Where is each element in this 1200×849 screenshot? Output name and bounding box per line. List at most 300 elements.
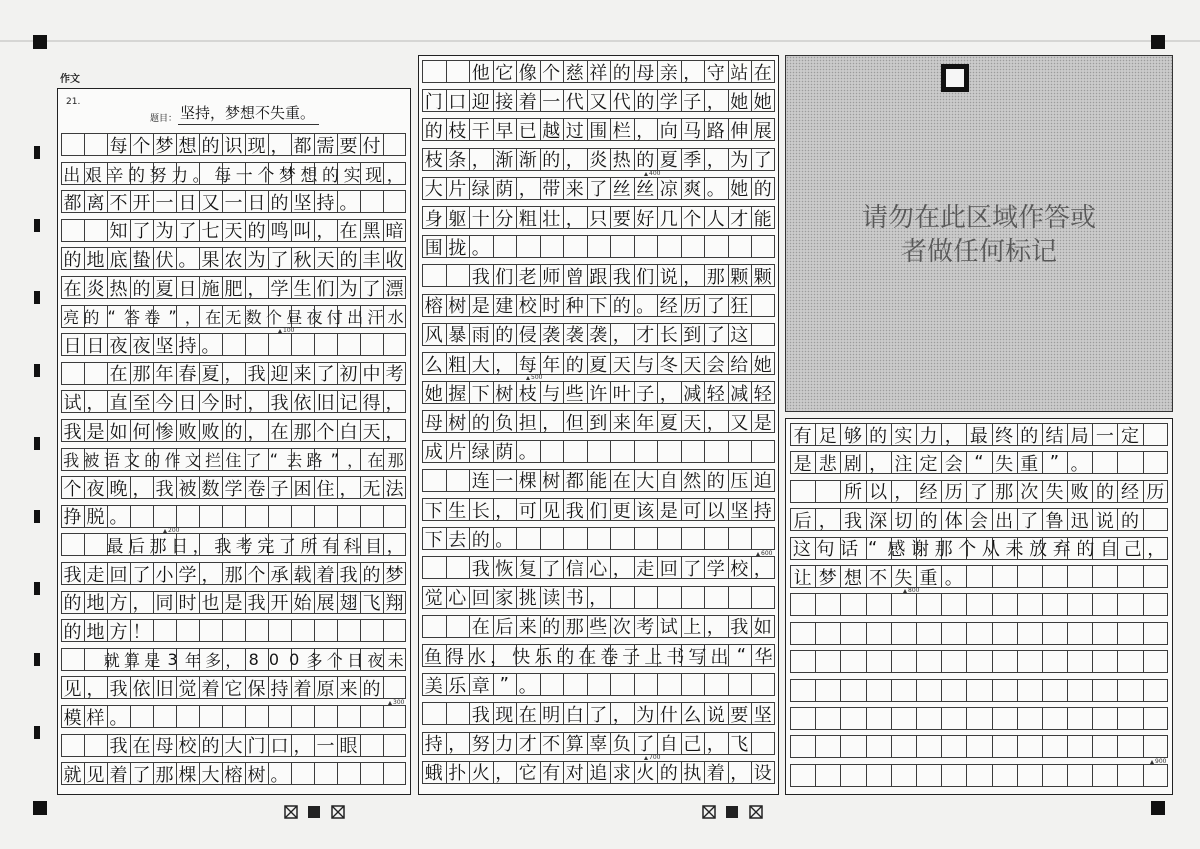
grid-char: 挑 bbox=[518, 588, 537, 610]
grid-row bbox=[61, 133, 406, 156]
grid-char: 树 bbox=[495, 383, 514, 405]
grid-cell bbox=[941, 680, 966, 701]
grid-char: 考 bbox=[385, 364, 404, 386]
triangle-marker-icon bbox=[644, 756, 648, 760]
grid-char: 次 bbox=[1020, 482, 1039, 504]
grid-char: 是 bbox=[793, 453, 812, 475]
grid-cell bbox=[941, 736, 966, 757]
grid-char: 拦 bbox=[205, 450, 222, 470]
grid-char: 减 bbox=[730, 383, 749, 405]
grid-cell bbox=[634, 236, 658, 257]
essay-line bbox=[422, 149, 775, 170]
grid-char: 轻 bbox=[753, 383, 772, 405]
grid-char: 它 bbox=[495, 62, 514, 84]
grid-char: 的 bbox=[471, 529, 490, 551]
grid-row bbox=[61, 533, 406, 556]
grid-char: 渐 bbox=[518, 150, 537, 172]
grid-cell bbox=[916, 594, 941, 615]
grid-char: 那 bbox=[224, 564, 243, 586]
grid-char: 悲 bbox=[818, 453, 837, 475]
grid-char: 乐 bbox=[534, 646, 553, 668]
grid-cell bbox=[199, 506, 222, 527]
grid-char: 写 bbox=[688, 646, 707, 668]
grid-cell bbox=[966, 623, 991, 644]
grid-char: 。 bbox=[471, 237, 490, 259]
grid-cell bbox=[610, 587, 634, 608]
grid-char: 个 bbox=[247, 564, 266, 586]
grid-cell bbox=[891, 594, 916, 615]
grid-char: 的 bbox=[1095, 482, 1114, 504]
grid-cell bbox=[245, 706, 268, 727]
grid-char: 力 bbox=[919, 425, 938, 447]
grid-cell bbox=[751, 295, 775, 316]
grid-char: 文 bbox=[123, 450, 140, 470]
grid-char: 小 bbox=[155, 564, 174, 586]
word-count-label: 900 bbox=[1155, 758, 1167, 765]
grid-char: 给 bbox=[730, 354, 749, 376]
grid-row bbox=[422, 352, 775, 375]
essay-paragraph-start-line bbox=[422, 61, 775, 82]
corner-registration-mark-top-left bbox=[33, 35, 47, 49]
grid-char: 艰 bbox=[84, 165, 102, 186]
triangle-marker-icon bbox=[163, 529, 167, 533]
grid-char: 大 bbox=[224, 736, 243, 758]
grid-char: 坚 bbox=[155, 335, 174, 357]
grid-char: ， bbox=[565, 208, 584, 230]
essay-line bbox=[422, 353, 775, 374]
grid-cell bbox=[840, 736, 865, 757]
grid-row bbox=[61, 591, 406, 614]
grid-char: 鲁 bbox=[1045, 510, 1064, 532]
grid-cell bbox=[291, 334, 314, 355]
grid-char: 接 bbox=[495, 91, 514, 113]
grid-char: 叶 bbox=[612, 383, 631, 405]
grid-char: 躯 bbox=[448, 208, 467, 230]
grid-char: 的 bbox=[201, 135, 220, 157]
grid-char: 出 bbox=[995, 510, 1014, 532]
grid-char: 。 bbox=[1070, 453, 1089, 475]
grid-char: 代 bbox=[612, 91, 631, 113]
grid-char: 些 bbox=[589, 617, 608, 639]
grid-char: 凉 bbox=[659, 179, 678, 201]
grid-char: 每 bbox=[109, 135, 128, 157]
grid-cell bbox=[1117, 708, 1142, 729]
grid-char: 信 bbox=[565, 558, 584, 580]
grid-char: 了 bbox=[270, 249, 289, 271]
essay-line bbox=[422, 528, 516, 549]
grid-char: 的 bbox=[495, 325, 514, 347]
grid-char: 8 bbox=[248, 649, 259, 669]
grid-cell bbox=[681, 587, 705, 608]
grid-char: 许 bbox=[589, 383, 608, 405]
grid-char: 暴 bbox=[448, 325, 467, 347]
grid-char: 人 bbox=[706, 208, 725, 230]
grid-char: 会 bbox=[969, 510, 988, 532]
grid-char: 目 bbox=[365, 537, 383, 558]
grid-char: 己 bbox=[683, 734, 702, 756]
grid-char: 白 bbox=[565, 704, 584, 726]
grid-char: 的 bbox=[919, 510, 938, 532]
grid-char: 脱 bbox=[86, 507, 105, 529]
grid-char: 乐 bbox=[448, 675, 467, 697]
grid-char: 着 bbox=[109, 764, 128, 786]
grid-char: 了 bbox=[362, 278, 381, 300]
grid-char: 在 bbox=[339, 221, 358, 243]
grid-cell bbox=[383, 191, 406, 212]
grid-char: 日 bbox=[347, 650, 364, 670]
grid-char: 叫 bbox=[293, 221, 312, 243]
grid-cell bbox=[1117, 765, 1142, 786]
grid-char: 在 bbox=[471, 617, 490, 639]
grid-char: 子 bbox=[622, 646, 641, 668]
grid-char: 梦 bbox=[818, 567, 837, 589]
grid-char: 代 bbox=[565, 91, 584, 113]
grid-char: 经 bbox=[659, 296, 678, 318]
grid-char: 卷 bbox=[144, 307, 161, 327]
grid-char: 我 bbox=[214, 537, 232, 558]
grid-cell bbox=[1092, 680, 1117, 701]
grid-char: 一 bbox=[316, 736, 335, 758]
grid-char: 条 bbox=[448, 150, 467, 172]
grid-char: 颗 bbox=[753, 266, 772, 288]
essay-paragraph-start-line bbox=[422, 616, 775, 637]
grid-row bbox=[61, 247, 406, 270]
grid-char: 季 bbox=[683, 150, 702, 172]
essay-line bbox=[790, 566, 966, 587]
grid-cell bbox=[1067, 623, 1092, 644]
grid-char: 口 bbox=[448, 91, 467, 113]
grid-char: 一 bbox=[495, 471, 514, 493]
grid-char: 壮 bbox=[542, 208, 561, 230]
grid-row bbox=[61, 734, 406, 757]
grid-char: ， bbox=[192, 537, 210, 558]
grid-cell bbox=[815, 708, 840, 729]
grid-char: 心 bbox=[589, 558, 608, 580]
grid-char: 。 bbox=[944, 567, 963, 589]
timing-tick bbox=[34, 726, 40, 739]
grid-char: ， bbox=[247, 278, 266, 300]
grid-cell bbox=[1143, 765, 1168, 786]
grid-char: 校 bbox=[178, 736, 197, 758]
grid-char: 。 bbox=[495, 529, 514, 551]
grid-cell bbox=[610, 441, 634, 462]
grid-cell bbox=[153, 506, 176, 527]
grid-cell bbox=[815, 594, 840, 615]
grid-cell bbox=[866, 708, 891, 729]
grid-cell bbox=[1017, 765, 1042, 786]
grid-cell bbox=[587, 236, 611, 257]
essay-line bbox=[61, 449, 406, 470]
grid-char: 汗 bbox=[367, 307, 384, 327]
grid-char: 来 bbox=[565, 179, 584, 201]
grid-char: 来 bbox=[293, 364, 312, 386]
grid-char: 那 bbox=[995, 482, 1014, 504]
grid-char: ， bbox=[495, 763, 514, 785]
grid-char: 丝 bbox=[636, 179, 655, 201]
grid-char: 考 bbox=[636, 617, 655, 639]
grid-char: 路 bbox=[706, 120, 725, 142]
grid-char: ” bbox=[330, 449, 339, 469]
grid-char: 局 bbox=[1070, 425, 1089, 447]
essay-line bbox=[61, 163, 406, 184]
grid-char: 了 bbox=[683, 558, 702, 580]
page-marker-right bbox=[702, 805, 764, 819]
grid-char: 年 bbox=[184, 650, 201, 670]
grid-char: 站 bbox=[730, 62, 749, 84]
grid-char: 片 bbox=[448, 179, 467, 201]
grid-char: 夏 bbox=[589, 354, 608, 376]
grid-row bbox=[61, 419, 406, 442]
grid-char: 们 bbox=[589, 500, 608, 522]
grid-char: 什 bbox=[659, 704, 678, 726]
grid-cell bbox=[751, 587, 775, 608]
grid-char: 才 bbox=[636, 325, 655, 347]
grid-cell bbox=[992, 736, 1017, 757]
grid-row bbox=[61, 676, 406, 699]
timing-tick bbox=[34, 582, 40, 595]
grid-char: ， bbox=[730, 763, 749, 785]
grid-cell bbox=[222, 706, 245, 727]
grid-char: ， bbox=[184, 307, 201, 327]
grid-char: 失 bbox=[995, 453, 1014, 475]
grid-char: 在 bbox=[367, 450, 384, 470]
grid-char: 走 bbox=[86, 564, 105, 586]
grid-char: ， bbox=[565, 150, 584, 172]
grid-char: 漂 bbox=[385, 278, 404, 300]
grid-char: 的 bbox=[471, 412, 490, 434]
grid-cell bbox=[563, 441, 587, 462]
grid-cell bbox=[268, 506, 291, 527]
grid-cell bbox=[1042, 594, 1067, 615]
word-count-mark bbox=[1150, 759, 1166, 765]
grid-char: 又 bbox=[730, 412, 749, 434]
grid-char: 。 bbox=[518, 675, 537, 697]
grid-char: 自 bbox=[659, 471, 678, 493]
grid-char: 要 bbox=[730, 704, 749, 726]
grid-cell bbox=[130, 506, 153, 527]
grid-char: ， bbox=[706, 734, 725, 756]
grid-char: 跟 bbox=[589, 266, 608, 288]
grid-char: 语 bbox=[103, 450, 120, 470]
grid-char: 的 bbox=[542, 150, 561, 172]
grid-char: 是 bbox=[753, 412, 772, 434]
grid-cell bbox=[1067, 680, 1092, 701]
grid-char: 夏 bbox=[659, 412, 678, 434]
grid-char: 现 bbox=[495, 704, 514, 726]
grid-char: 家 bbox=[495, 588, 514, 610]
grid-cell bbox=[966, 708, 991, 729]
grid-cell bbox=[1117, 651, 1142, 672]
grid-char: 。 bbox=[201, 335, 220, 357]
essay-line bbox=[790, 452, 1092, 473]
grid-char: 现 bbox=[365, 165, 383, 186]
grid-char: 每 bbox=[518, 354, 537, 376]
grid-char: 挣 bbox=[63, 507, 82, 529]
grid-char: 样 bbox=[86, 707, 105, 729]
grid-cell bbox=[634, 674, 658, 695]
grid-char: ， bbox=[818, 510, 837, 532]
grid-row bbox=[422, 527, 775, 550]
grid-char: 黑 bbox=[362, 221, 381, 243]
grid-char: 丝 bbox=[612, 179, 631, 201]
grid-char: 败 bbox=[201, 421, 220, 443]
grid-cell bbox=[337, 620, 360, 641]
grid-cell bbox=[681, 236, 705, 257]
grid-row bbox=[422, 410, 775, 433]
grid-char: 展 bbox=[316, 593, 335, 615]
grid-cell bbox=[1017, 680, 1042, 701]
grid-char: 后 bbox=[793, 510, 812, 532]
grid-char: 追 bbox=[589, 763, 608, 785]
grid-char: 天 bbox=[683, 354, 702, 376]
timing-tick bbox=[34, 510, 40, 523]
grid-char: 弃 bbox=[1052, 539, 1071, 561]
grid-char: 体 bbox=[944, 510, 963, 532]
timing-tick bbox=[34, 364, 40, 377]
grid-cell bbox=[1067, 594, 1092, 615]
grid-char: 袭 bbox=[542, 325, 561, 347]
grid-cell bbox=[516, 528, 540, 549]
grid-char: 梦 bbox=[385, 564, 404, 586]
grid-char: 栏 bbox=[612, 120, 631, 142]
grid-char: 天 bbox=[683, 412, 702, 434]
grid-char: 大 bbox=[424, 179, 443, 201]
grid-char: 下 bbox=[589, 296, 608, 318]
grid-char: 的 bbox=[636, 91, 655, 113]
grid-char: ！ bbox=[132, 621, 151, 643]
grid-cell bbox=[790, 765, 815, 786]
grid-char: 我 bbox=[612, 266, 631, 288]
grid-char: 荫 bbox=[495, 179, 514, 201]
word-count-label: 600 bbox=[761, 550, 773, 557]
essay-title: 坚持，梦想不失重。 bbox=[178, 102, 319, 125]
grid-char: ， bbox=[347, 450, 364, 470]
grid-row bbox=[790, 593, 1168, 616]
grid-char: 考 bbox=[235, 537, 253, 558]
grid-cell bbox=[815, 623, 840, 644]
grid-char: 最 bbox=[969, 425, 988, 447]
grid-char: 算 bbox=[123, 650, 140, 670]
grid-char: 日 bbox=[171, 537, 189, 558]
essay-paragraph-start-line bbox=[61, 534, 406, 558]
grid-char: 辛 bbox=[106, 165, 124, 186]
grid-char: 越 bbox=[542, 120, 561, 142]
grid-row bbox=[61, 305, 406, 328]
grid-char: 鱼 bbox=[424, 646, 443, 668]
grid-cell bbox=[493, 236, 517, 257]
grid-char: 都 bbox=[63, 192, 82, 214]
grid-row bbox=[61, 390, 406, 413]
grid-char: 以 bbox=[869, 482, 888, 504]
grid-cell bbox=[1017, 736, 1042, 757]
grid-char: 被 bbox=[83, 450, 100, 470]
grid-char: 爽 bbox=[683, 179, 702, 201]
grid-char: 旧 bbox=[155, 678, 174, 700]
grid-char: 翔 bbox=[385, 593, 404, 615]
grid-char: 话 bbox=[840, 539, 859, 561]
grid-char: 离 bbox=[86, 192, 105, 214]
grid-char: ， bbox=[224, 364, 243, 386]
grid-cell bbox=[790, 651, 815, 672]
grid-char: 科 bbox=[343, 537, 361, 558]
grid-char: 数 bbox=[245, 307, 262, 327]
grid-cell bbox=[1143, 594, 1168, 615]
grid-cell bbox=[657, 441, 681, 462]
grid-char: 过 bbox=[565, 120, 584, 142]
grid-char: ， bbox=[753, 558, 772, 580]
grid-char: 风 bbox=[424, 325, 443, 347]
grid-char: 着 bbox=[706, 763, 725, 785]
grid-char: 在 bbox=[132, 736, 151, 758]
grid-char: 都 bbox=[293, 135, 312, 157]
grid-row bbox=[790, 650, 1168, 673]
grid-char: 秋 bbox=[293, 249, 312, 271]
grid-char: 。 bbox=[178, 249, 197, 271]
grid-cell bbox=[176, 620, 199, 641]
grid-char: 春 bbox=[178, 364, 197, 386]
grid-char: 只 bbox=[589, 208, 608, 230]
grid-row bbox=[790, 735, 1168, 758]
grid-cell bbox=[314, 763, 337, 784]
grid-char: 成 bbox=[424, 442, 443, 464]
grid-cell bbox=[1143, 680, 1168, 701]
grid-char: 美 bbox=[424, 675, 443, 697]
grid-char: 何 bbox=[132, 421, 151, 443]
grid-char: 有 bbox=[793, 425, 812, 447]
grid-char: 败 bbox=[1070, 482, 1089, 504]
grid-char: 句 bbox=[816, 539, 835, 561]
grid-char: 压 bbox=[730, 471, 749, 493]
grid-char: 够 bbox=[843, 425, 862, 447]
grid-char: 记 bbox=[339, 392, 358, 414]
grid-cell bbox=[360, 763, 383, 784]
grid-char: 时 bbox=[542, 296, 561, 318]
grid-char: 求 bbox=[612, 763, 631, 785]
grid-char: 在 bbox=[612, 471, 631, 493]
grid-cell bbox=[383, 334, 406, 355]
scan-edge-line bbox=[0, 40, 1200, 42]
grid-char: 的 bbox=[362, 564, 381, 586]
grid-cell bbox=[360, 706, 383, 727]
grid-char: 感 bbox=[887, 539, 906, 561]
grid-char: 坚 bbox=[730, 500, 749, 522]
grid-char: ， bbox=[86, 678, 105, 700]
grid-char: 我 bbox=[247, 364, 266, 386]
essay-paragraph-start-line bbox=[61, 363, 406, 384]
grid-row bbox=[61, 562, 406, 585]
grid-cell bbox=[891, 765, 916, 786]
grid-char: 见 bbox=[86, 764, 105, 786]
grid-char: 马 bbox=[683, 120, 702, 142]
grid-char: 我 bbox=[843, 510, 862, 532]
grid-char: 力 bbox=[495, 734, 514, 756]
grid-char: 年 bbox=[542, 354, 561, 376]
grid-char: 结 bbox=[1045, 425, 1064, 447]
grid-cell bbox=[966, 680, 991, 701]
grid-char: 地 bbox=[86, 593, 105, 615]
grid-char: 然 bbox=[683, 471, 702, 493]
grid-char: 说 bbox=[1095, 510, 1114, 532]
grid-char: 我 bbox=[730, 617, 749, 639]
grid-char: 设 bbox=[753, 763, 772, 785]
grid-char: 历 bbox=[944, 482, 963, 504]
grid-row bbox=[790, 508, 1168, 531]
grid-cell bbox=[383, 620, 406, 641]
grid-char: 在 bbox=[578, 646, 597, 668]
grid-cell bbox=[866, 623, 891, 644]
grid-char: ， bbox=[612, 704, 631, 726]
grid-cell bbox=[681, 528, 705, 549]
